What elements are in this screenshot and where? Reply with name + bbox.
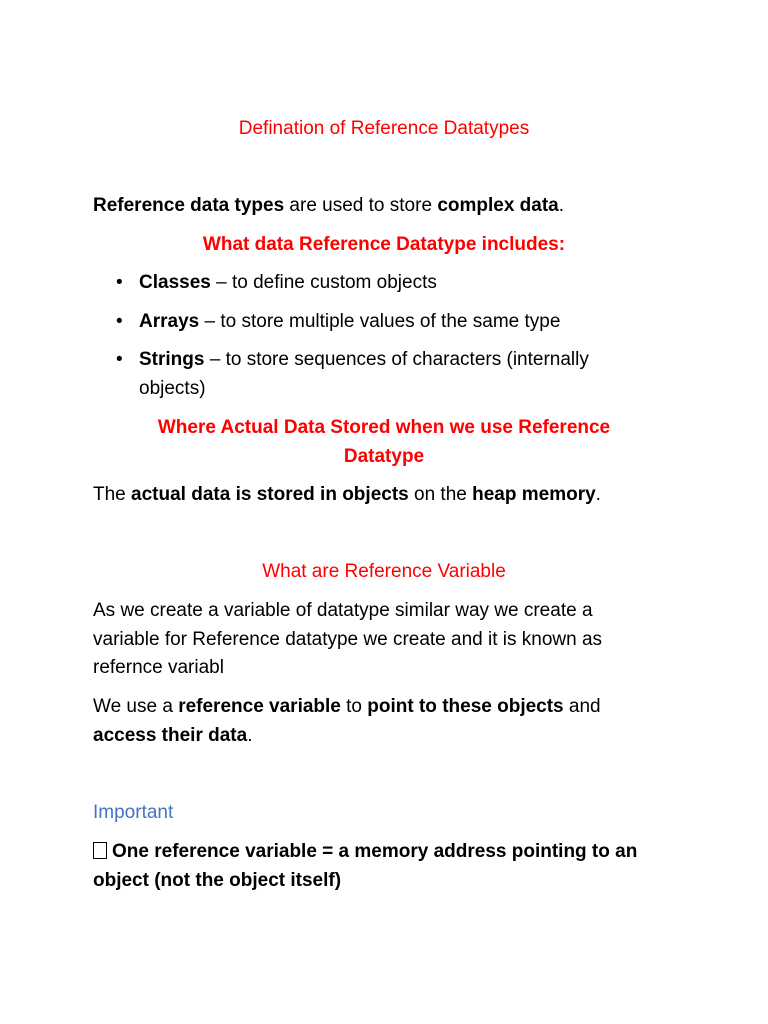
use-bold-reference-variable: reference variable <box>178 696 341 717</box>
stored-heading-text: Where Actual Data Stored when we use Reference <box>157 417 611 438</box>
bullet-term: Arrays <box>139 311 200 332</box>
stored-text: The <box>93 484 132 505</box>
intro-bold-complex-data: complex data <box>437 195 559 216</box>
bullet-description: – to store sequences of characters (internally <box>204 349 589 370</box>
bullet-description-continued: objects) <box>139 378 206 399</box>
intro-period: . <box>558 195 565 216</box>
use-paragraph-line1 <box>93 693 601 721</box>
important-paragraph-line1 <box>93 838 637 866</box>
stored-bold-heap: heap memory <box>472 484 596 505</box>
variable-paragraph-line3: refernce variabl <box>93 657 224 678</box>
stored-bold-objects: actual data is stored in objects <box>131 484 409 505</box>
includes-heading-text: What data Reference Datatype includes: <box>202 234 566 255</box>
bullet-term: Strings <box>139 349 205 370</box>
stored-heading-line1 <box>0 414 768 442</box>
stored-heading-line2 <box>0 443 768 471</box>
use-text: We use a <box>93 696 179 717</box>
stored-text: on the <box>408 484 473 505</box>
important-heading: Important <box>93 802 174 823</box>
bullet-marker: • <box>116 349 123 370</box>
bullet-description: – to store multiple values of the same type <box>199 311 561 332</box>
variable-heading: What are Reference Variable <box>262 561 506 582</box>
use-paragraph-line2 <box>93 722 252 750</box>
bullet-description: – to define custom objects <box>210 272 437 293</box>
variable-paragraph-line2: variable for Reference datatype we create and it is known as <box>93 629 603 650</box>
document-title: Defination of Reference Datatypes <box>238 118 530 139</box>
important-text: One reference variable = a memory address pointing to an <box>112 841 638 862</box>
bullet-marker: • <box>116 311 123 332</box>
stored-period: . <box>595 484 601 505</box>
bullet-marker: • <box>116 272 123 293</box>
intro-paragraph <box>93 192 564 220</box>
intro-bold-term: Reference data types <box>93 195 285 216</box>
use-text: to <box>340 696 368 717</box>
stored-heading-text: Datatype <box>343 446 425 467</box>
stored-paragraph <box>93 481 601 509</box>
bullet-term: Classes <box>139 272 211 293</box>
use-period: . <box>247 725 253 746</box>
important-paragraph-line2 <box>93 867 341 895</box>
important-text: object (not the object itself) <box>93 870 342 891</box>
use-bold-access-data: access their data <box>93 725 248 746</box>
intro-text: are used to store <box>284 195 438 216</box>
includes-heading <box>0 231 768 259</box>
variable-paragraph-line1: As we create a variable of datatype similar way we create a <box>93 600 593 621</box>
missing-glyph-icon <box>93 842 107 859</box>
use-bold-point-objects: point to these objects <box>367 696 564 717</box>
use-text: and <box>563 696 601 717</box>
